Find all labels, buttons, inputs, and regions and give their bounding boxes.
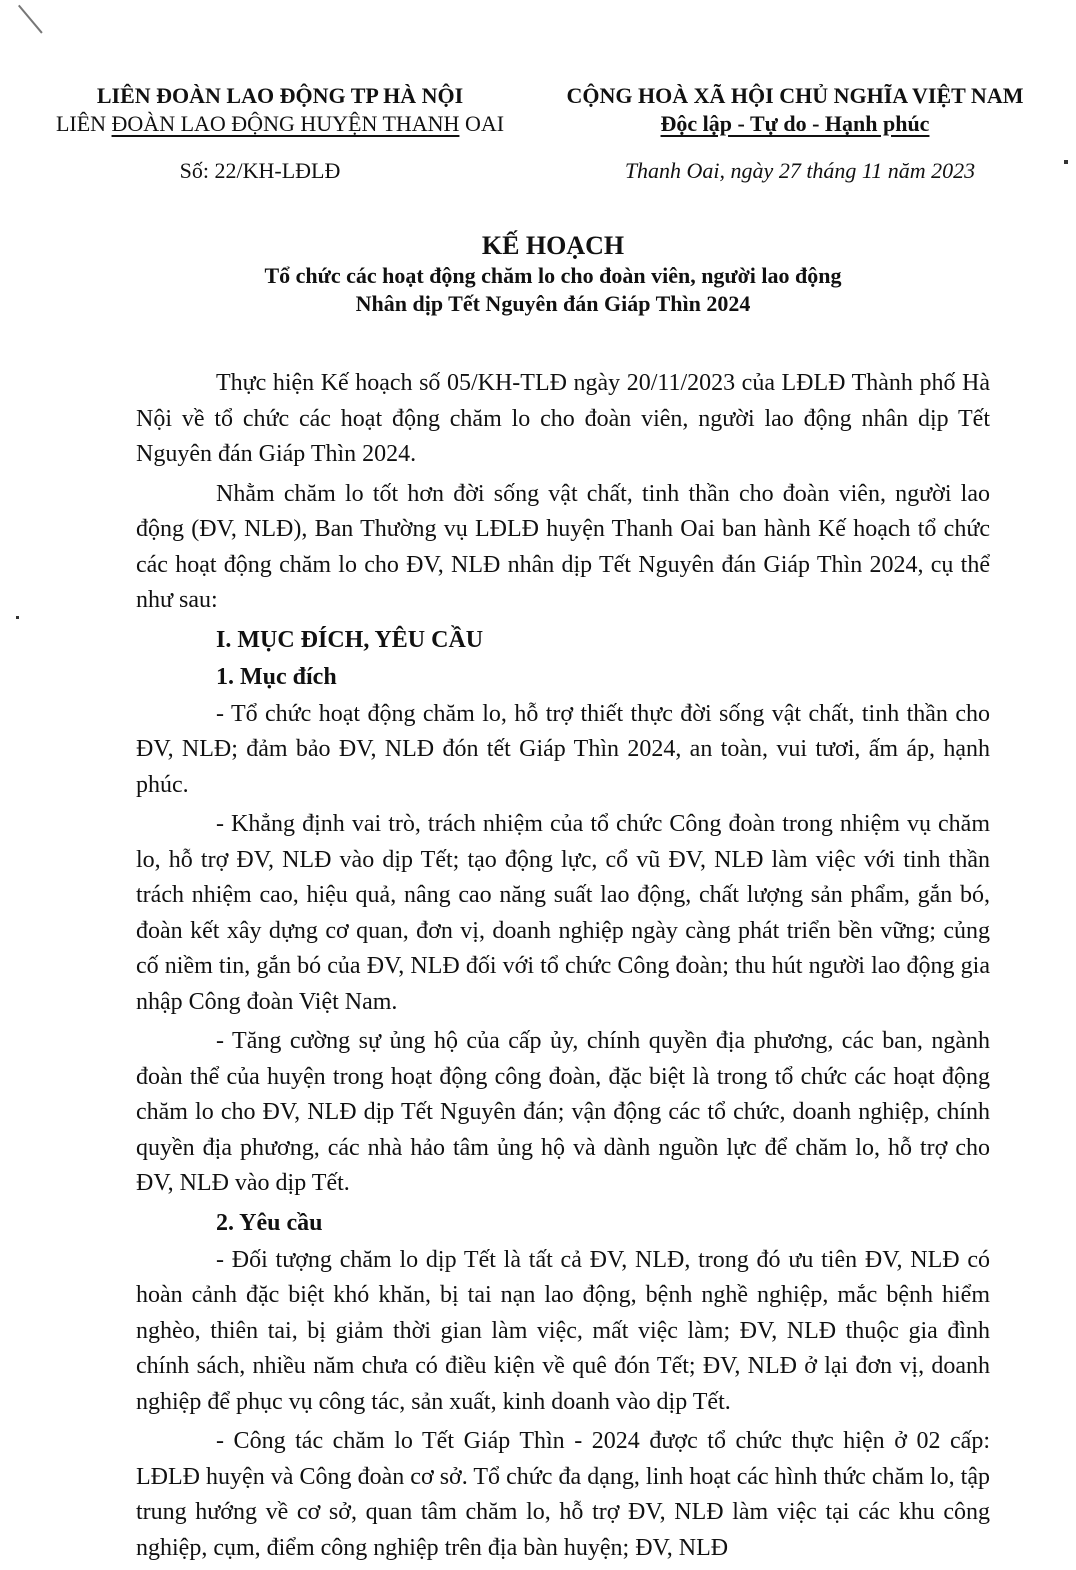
paragraph: - Tăng cường sự ủng hộ của cấp ủy, chính quyền địa phương, các ban, ngành đoàn thể của huyện trong hoạt động công đoàn, đặc biệt là trong tổ chức các hoạt động chăm lo cho ĐV, NLĐ dịp Tết Nguyên đán; vận động các tổ chức, doanh nghiệp, chính quyền địa phương, các nhà hảo tâm ủng hộ và dành nguồn lực để chăm lo, hỗ trợ cho ĐV, NLĐ vào dịp Tết.	[136, 1028, 990, 1196]
paragraph: - Khẳng định vai trò, trách nhiệm của tổ chức Công đoàn trong nhiệm vụ chăm lo, hỗ trợ ĐV, NLĐ vào dịp Tết; tạo động lực, cổ vũ ĐV, NLĐ làm việc với tinh thần trách nhiệm cao, hiệu quả, nâng cao năng suất lao động, chất lượng sản phẩm, gắn bó, đoàn kết xây dựng cơ quan, đơn vị, doanh nghiệp ngày càng phát triển bền vững; củng cố niềm tin, gắn bó của ĐV, NLĐ đối với tổ chức Công đoàn; thu hút người lao động gia nhập Công đoàn Việt Nam.	[136, 811, 990, 1015]
paragraph: - Đối tượng chăm lo dịp Tết là tất cả ĐV, NLĐ, trong đó ưu tiên ĐV, NLĐ có hoàn cảnh đặc biệt khó khăn, bị tai nạn lao động, bệnh nghề nghiệp, mắc bệnh hiểm nghèo, thiên tai, bị giảm thời gian làm việc, mất việc làm; ĐV, NLĐ thuộc gia đình chính sách, nhiều năm chưa có điều kiện về quê đón Tết; ĐV, NLĐ ở lại đơn vị, doanh nghiệp để phục vụ công tác, sản xuất, kinh doanh vào dịp Tết.	[136, 1246, 990, 1415]
document-title: KẾ HOẠCH	[481, 231, 625, 260]
subsection-heading: 1. Mục đích	[216, 663, 337, 690]
national-title: CỘNG HOÀ XÃ HỘI CHỦ NGHĨA VIỆT NAM	[566, 83, 1024, 108]
place-date: Thanh Oai, ngày 27 tháng 11 năm 2023	[624, 158, 976, 183]
paragraph: Thực hiện Kế hoạch số 05/KH-TLĐ ngày 20/11/2023 của LĐLĐ Thành phố Hà Nội về tổ chức các hoạt động chăm lo cho đoàn viên, người lao động nhân dịp Tết Nguyên đán Giáp Thìn 2024.	[136, 370, 990, 467]
document-subtitle-line1: Tổ chức các hoạt động chăm lo cho đoàn viên, người lao động	[264, 263, 842, 288]
paragraph: Nhằm chăm lo tốt hơn đời sống vật chất, tinh thần cho đoàn viên, người lao động (ĐV, NLĐ), Ban Thường vụ LĐLĐ huyện Thanh Oai ban hành Kế hoạch tổ chức các hoạt động chăm lo cho ĐV, NLĐ nhân dịp Tết Nguyên đán Giáp Thìn 2024, cụ thể như sau:	[136, 480, 990, 613]
scan-speck	[1064, 160, 1068, 164]
paragraph: - Tổ chức hoạt động chăm lo, hỗ trợ thiết thực đời sống vật chất, tinh thần cho ĐV, NLĐ; đảm bảo ĐV, NLĐ đón tết Giáp Thìn 2024, an toàn, vui tươi, ấm áp, hạnh phúc.	[136, 700, 990, 798]
national-motto: Độc lập - Tự do - Hạnh phúc	[660, 111, 930, 136]
paragraph: - Công tác chăm lo Tết Giáp Thìn - 2024 được tổ chức thực hiện ở 02 cấp: LĐLĐ huyện và Công đoàn cơ sở. Tổ chức đa dạng, linh hoạt các hình thức chăm lo, tập trung hướng về cơ sở, quan tâm chăm lo, hỗ trợ ĐV, NLĐ làm việc tại các khu công nghiệp, cụm, điểm công nghiệp trên địa bàn huyện; ĐV, NLĐ	[136, 1428, 990, 1561]
document-subtitle-line2: Nhân dịp Tết Nguyên đán Giáp Thìn 2024	[355, 291, 751, 316]
document-number: Số: 22/KH-LĐLĐ	[179, 158, 341, 183]
section-heading: I. MỤC ĐÍCH, YÊU CẦU	[216, 626, 484, 653]
scan-mark	[18, 5, 43, 34]
subsection-heading: 2. Yêu cầu	[216, 1209, 323, 1236]
issuing-organization: LIÊN ĐOÀN LAO ĐỘNG HUYỆN THANH OAI	[55, 111, 505, 136]
issuing-agency-block	[50, 82, 510, 138]
scan-speck	[16, 616, 19, 619]
document-title-block	[0, 230, 1076, 318]
document-body	[136, 366, 990, 1570]
national-header-block	[540, 82, 1050, 138]
parent-organization: LIÊN ĐOÀN LAO ĐỘNG TP HÀ NỘI	[96, 83, 464, 108]
